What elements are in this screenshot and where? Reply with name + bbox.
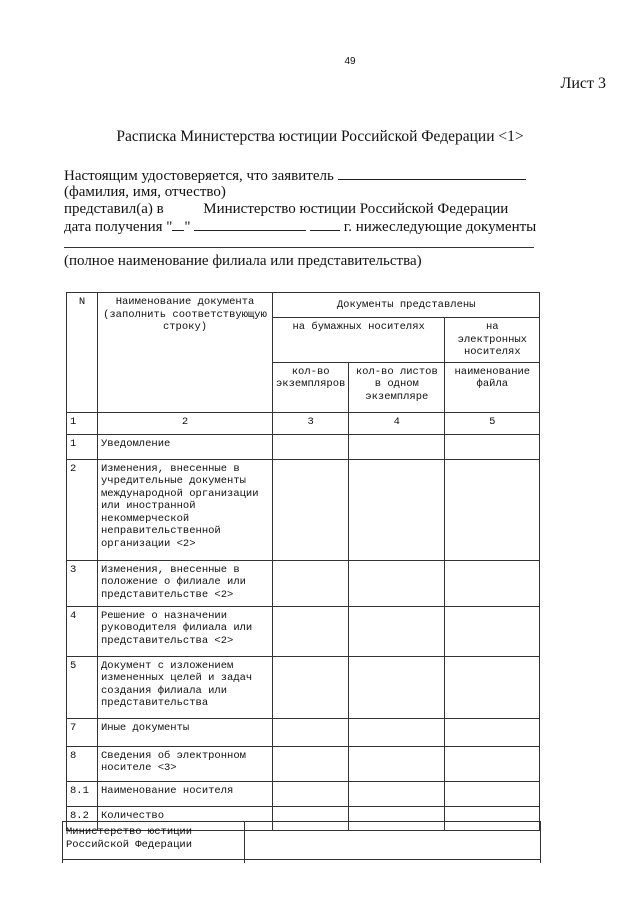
file-name-cell[interactable]: [445, 781, 540, 806]
column-number: 5: [445, 412, 540, 434]
header-submitted: Документы представлены: [273, 293, 540, 318]
column-numbers-row: [67, 412, 540, 434]
table-row: [67, 434, 540, 459]
row-number: 3: [67, 560, 98, 606]
row-doc-name: Изменения, внесенные в положение о филиале или представительстве <2>: [98, 560, 273, 606]
sheets-cell[interactable]: [349, 718, 445, 746]
row-number: 8: [67, 746, 98, 781]
submitted-to-line: [64, 201, 508, 218]
row-number: 5: [67, 656, 98, 718]
branch-name-field[interactable]: [64, 247, 534, 248]
row-doc-name: Иные документы: [98, 718, 273, 746]
sheet-label: Лист 3: [560, 75, 606, 92]
header-paper: на бумажных носителях: [273, 318, 445, 363]
file-name-cell[interactable]: [445, 746, 540, 781]
sheets-cell[interactable]: [349, 781, 445, 806]
copies-cell[interactable]: [273, 560, 349, 606]
month-field[interactable]: [194, 218, 306, 231]
file-name-cell[interactable]: [445, 718, 540, 746]
row-doc-name: Количество: [98, 806, 273, 830]
table-row: [67, 781, 540, 806]
ministry-signature-table: [62, 821, 541, 860]
sheets-cell[interactable]: [349, 459, 445, 560]
applicant-line: [64, 167, 526, 185]
copies-cell[interactable]: [273, 459, 349, 560]
table-continuation-mark: [62, 858, 63, 863]
sheets-cell[interactable]: [349, 560, 445, 606]
file-name-cell[interactable]: [445, 434, 540, 459]
page-number: 49: [344, 56, 356, 67]
table-row: [67, 718, 540, 746]
table-row: [67, 560, 540, 606]
date-label: дата получения ": [64, 219, 173, 235]
copies-cell[interactable]: [273, 718, 349, 746]
submitted-to-label: представил(а) в: [64, 201, 164, 217]
row-doc-name: Наименование носителя: [98, 781, 273, 806]
sheets-cell[interactable]: [349, 656, 445, 718]
row-number: 1: [67, 434, 98, 459]
table-row: [67, 606, 540, 656]
date-suffix: г. нижеследующие документы: [343, 219, 537, 235]
header-sheets: кол-во листов в одном экземпляре: [349, 362, 445, 412]
header-n: N: [67, 293, 98, 413]
documents-table: [66, 292, 540, 831]
copies-cell[interactable]: [273, 781, 349, 806]
date-line: [64, 218, 536, 236]
header-file-name: наименование файла: [445, 362, 540, 412]
file-name-cell[interactable]: [445, 459, 540, 560]
row-doc-name: Документ с изложением измененных целей и задач создания филиала или представительства: [98, 656, 273, 718]
copies-cell[interactable]: [273, 434, 349, 459]
day-field[interactable]: [172, 218, 184, 231]
table-continuation-mark: [244, 858, 245, 863]
copies-cell[interactable]: [273, 656, 349, 718]
row-doc-name: Уведомление: [98, 434, 273, 459]
file-name-cell[interactable]: [445, 606, 540, 656]
applicant-field[interactable]: [338, 167, 526, 180]
table-row: [67, 746, 540, 781]
copies-cell[interactable]: [273, 606, 349, 656]
fio-hint: (фамилия, имя, отчество): [64, 184, 226, 200]
row-number: 2: [67, 459, 98, 560]
year-field[interactable]: [310, 218, 340, 231]
column-number: 4: [349, 412, 445, 434]
applicant-label: Настоящим удостоверяется, что заявитель: [64, 168, 334, 184]
header-doc-name: Наименование документа (заполнить соответствующую строку): [98, 293, 273, 413]
row-number: 7: [67, 718, 98, 746]
table-continuation-mark: [540, 858, 541, 863]
ministry-label: Министерство юстиции Российской Федерации: [63, 822, 245, 860]
file-name-cell[interactable]: [445, 656, 540, 718]
column-number: 1: [67, 412, 98, 434]
sheets-cell[interactable]: [349, 434, 445, 459]
row-doc-name: Решение о назначении руководителя филиала или представительства <2>: [98, 606, 273, 656]
row-number: 4: [67, 606, 98, 656]
header-copies: кол-во экземпляров: [273, 362, 349, 412]
file-name-cell[interactable]: [445, 560, 540, 606]
table-row: [67, 459, 540, 560]
row-doc-name: Изменения, внесенные в учредительные документы международной организации или иностранной некоммерческой неправительственной организации <2>: [98, 459, 273, 560]
sheets-cell[interactable]: [349, 746, 445, 781]
column-number: 3: [273, 412, 349, 434]
table-row: [67, 656, 540, 718]
quote-close: ": [184, 219, 191, 235]
branch-hint: (полное наименование филиала или представительства): [64, 253, 422, 269]
copies-cell[interactable]: [273, 746, 349, 781]
row-number: 8.1: [67, 781, 98, 806]
sheets-cell[interactable]: [349, 606, 445, 656]
header-electronic: на электронных носителях: [445, 318, 540, 363]
row-number: 8.2: [67, 806, 98, 830]
document-title: Расписка Министерства юстиции Российской Федерации <1>: [116, 128, 524, 145]
row-doc-name: Сведения об электронном носителе <3>: [98, 746, 273, 781]
ministry-name: Министерство юстиции Российской Федерации: [203, 201, 509, 217]
column-number: 2: [98, 412, 273, 434]
ministry-signature-field[interactable]: [245, 822, 541, 860]
